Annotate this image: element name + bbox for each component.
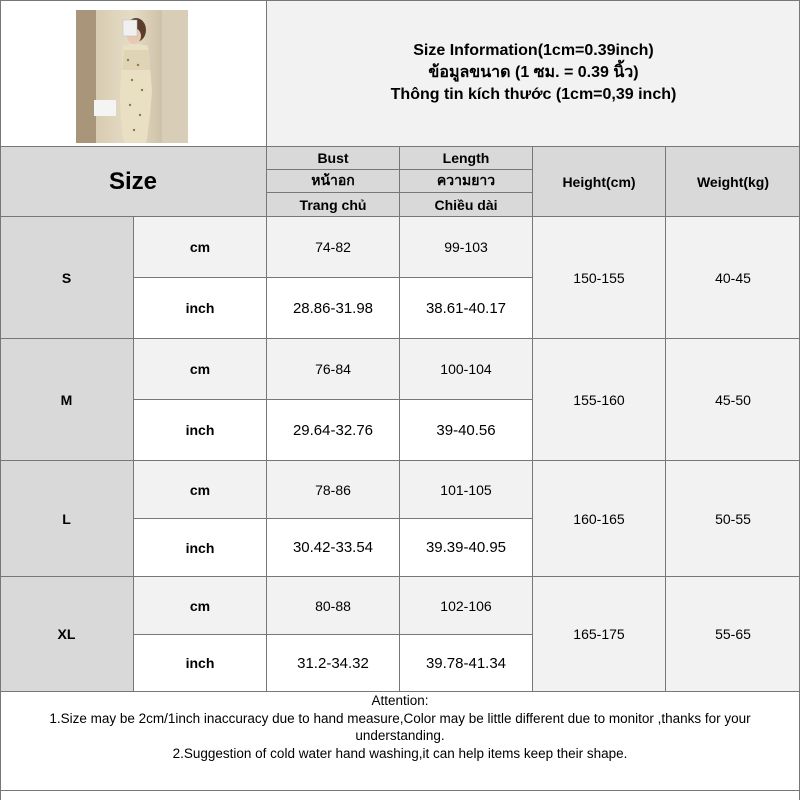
weight-value: 40-45 <box>666 217 800 338</box>
length-header-vi: Chiều dài <box>400 193 532 216</box>
length-cm: 101-105 <box>400 461 532 518</box>
attention-note-2: 2.Suggestion of cold water hand washing,it can help items keep their shape. <box>172 745 628 761</box>
unit-inch: inch <box>134 400 266 460</box>
size-info-banner <box>267 0 800 146</box>
length-inch: 39-40.56 <box>400 400 532 460</box>
bust-header-th: หน้าอก <box>267 170 399 192</box>
length-inch: 39.78-41.34 <box>400 635 532 691</box>
grid-line <box>0 338 800 339</box>
unit-cm: cm <box>134 461 266 518</box>
unit-cm: cm <box>134 577 266 634</box>
info-line-th: ข้อมูลขนาด (1 ซม. = 0.39 นิ้ว) <box>428 64 639 81</box>
bust-cm: 74-82 <box>267 217 399 277</box>
grid-line <box>133 216 134 692</box>
length-inch: 39.39-40.95 <box>400 519 532 576</box>
weight-value: 55-65 <box>666 577 800 691</box>
grid-line <box>0 576 800 577</box>
product-photo <box>76 10 188 143</box>
attention-notes <box>0 692 800 792</box>
height-value: 150-155 <box>533 217 665 338</box>
grid-line <box>133 399 532 400</box>
bust-cm: 78-86 <box>267 461 399 518</box>
grid-line <box>399 146 400 692</box>
bust-cm: 80-88 <box>267 577 399 634</box>
weight-value: 45-50 <box>666 339 800 460</box>
bust-inch: 29.64-32.76 <box>267 400 399 460</box>
grid-line <box>532 146 533 692</box>
grid-line <box>0 0 800 1</box>
height-value: 155-160 <box>533 339 665 460</box>
length-cm: 99-103 <box>400 217 532 277</box>
size-label: M <box>0 339 133 460</box>
length-cm: 100-104 <box>400 339 532 399</box>
unit-inch: inch <box>134 278 266 338</box>
size-label: S <box>0 217 133 338</box>
height-value: 160-165 <box>533 461 665 576</box>
info-line-en: Size Information(1cm=0.39inch) <box>413 42 654 59</box>
length-header-en: Length <box>400 147 532 169</box>
info-line-vi: Thông tin kích thước (1cm=0,39 inch) <box>390 86 677 103</box>
grid-line <box>0 216 800 217</box>
bust-inch: 30.42-33.54 <box>267 519 399 576</box>
bust-inch: 31.2-34.32 <box>267 635 399 691</box>
grid-line <box>665 146 666 692</box>
attention-note-1: 1.Size may be 2cm/1inch inaccuracy due to hand measure,Color may be little different due to monitor ,thanks for your understanding. <box>49 710 751 743</box>
grid-line <box>0 0 1 800</box>
grid-line <box>266 0 267 692</box>
attention-title: Attention: <box>371 693 429 708</box>
bust-cm: 76-84 <box>267 339 399 399</box>
bust-header-en: Bust <box>267 147 399 169</box>
unit-inch: inch <box>134 519 266 576</box>
grid-line <box>133 634 532 635</box>
bust-inch: 28.86-31.98 <box>267 278 399 338</box>
unit-cm: cm <box>134 339 266 399</box>
grid-line <box>133 277 532 278</box>
size-label: XL <box>0 577 133 691</box>
weight-value: 50-55 <box>666 461 800 576</box>
grid-line <box>0 460 800 461</box>
height-header: Height(cm) <box>533 147 665 216</box>
size-header: Size <box>0 147 266 216</box>
length-inch: 38.61-40.17 <box>400 278 532 338</box>
grid-line <box>0 146 800 147</box>
height-value: 165-175 <box>533 577 665 691</box>
weight-header: Weight(kg) <box>666 147 800 216</box>
grid-line <box>266 169 532 170</box>
grid-line <box>133 518 532 519</box>
length-cm: 102-106 <box>400 577 532 634</box>
unit-inch: inch <box>134 635 266 691</box>
length-header-th: ความยาว <box>400 170 532 192</box>
unit-cm: cm <box>134 217 266 277</box>
bust-header-vi: Trang chủ <box>267 193 399 216</box>
grid-line <box>266 192 532 193</box>
size-label: L <box>0 461 133 576</box>
